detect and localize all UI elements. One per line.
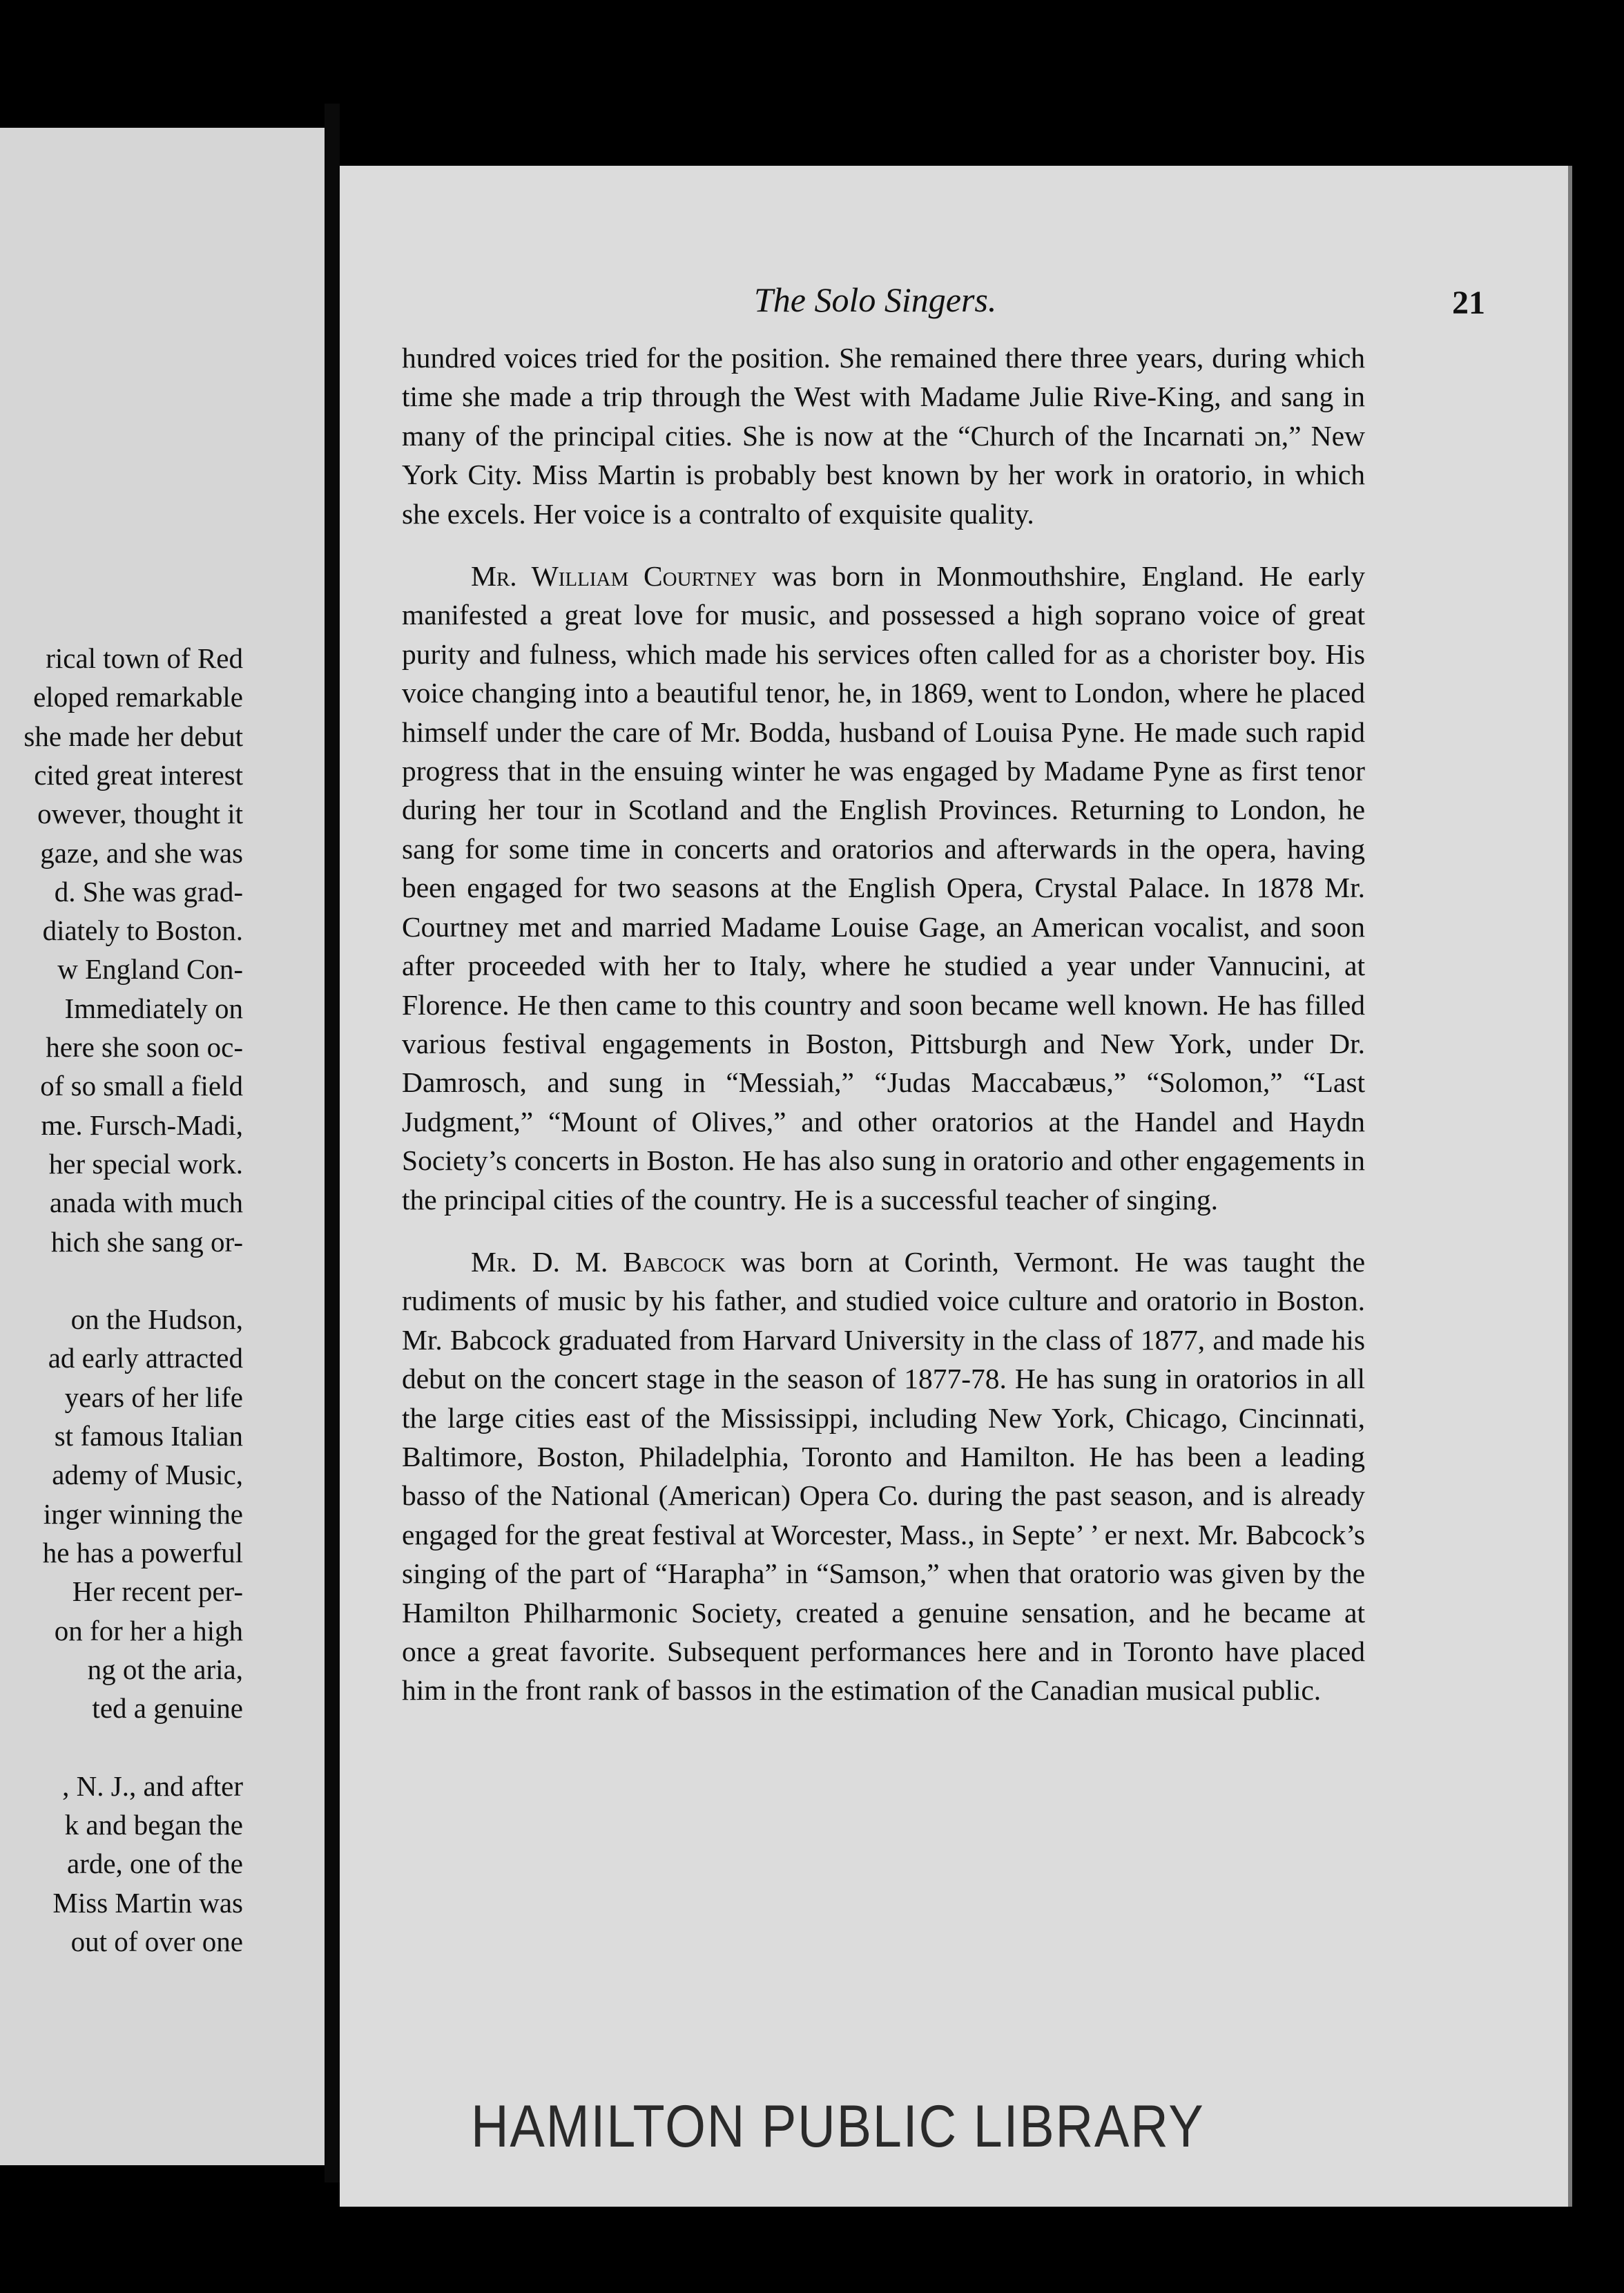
book-gutter bbox=[325, 104, 340, 2182]
left-page-line: , N. J., and after bbox=[62, 1769, 243, 1802]
left-page-line: hich she sang or- bbox=[50, 1225, 243, 1258]
left-page-line: ted a genuine bbox=[92, 1692, 243, 1725]
left-page-line: owever, thought it bbox=[37, 798, 243, 830]
running-title: The Solo Singers. bbox=[754, 280, 997, 319]
left-page-line: Miss Martin was bbox=[52, 1886, 243, 1919]
left-page-line: cited great interest bbox=[34, 758, 243, 791]
page-number: 21 bbox=[1452, 285, 1485, 321]
left-page-line: on for her a high bbox=[54, 1614, 243, 1647]
left-page-line: her special work. bbox=[48, 1147, 243, 1180]
person-name-dm-babcock: Mr. D. M. Babcock bbox=[471, 1245, 726, 1278]
body-text bbox=[402, 338, 1365, 1734]
left-facing-page bbox=[0, 128, 325, 2165]
left-page-line: ad early attracted bbox=[48, 1342, 243, 1374]
left-page-line: eloped remarkable bbox=[33, 681, 243, 713]
library-stamp: HAMILTON PUBLIC LIBRARY bbox=[471, 2093, 1205, 2160]
left-page-line: anada with much bbox=[49, 1187, 243, 1219]
paragraph-body: was born at Corinth, Vermont. He was taught the rudiments of music by his father, and studied voice culture and oratorio in Boston. Mr. Babcock graduated from Harvard University in the class of 1877, and made his debut on the concert stage in the season of 1877-78. He has sung in oratorios in all the large cities east of the Mississippi, including New York, Chicago, Cincinnati, Baltimore, Boston, Philadelphia, Toronto and Hamilton. He has been a leading basso of the National (American) Opera Co. during the past season, and is already engaged for the great festival at Worcester, Mass., in Septe’ ’ er next. Mr. Babcock’s singing of the part of “Harapha” in “Samson,” when that oratorio was given by the Hamilton Philharmonic Society, created a genuine sensation, and he became at once a great favorite. Subsequent performances here and in Toronto have placed him in the front rank of bassos in the estimation of the Canadian musical public. bbox=[402, 1245, 1365, 1707]
left-page-line: w England Con- bbox=[57, 953, 243, 986]
left-page-line: she made her debut bbox=[23, 720, 243, 752]
right-page bbox=[340, 166, 1572, 2207]
left-page-line: d. She was grad- bbox=[54, 875, 243, 908]
left-page-line: diately to Boston. bbox=[42, 914, 243, 947]
left-page-line: out of over one bbox=[70, 1925, 243, 1957]
left-page-line: Immediately on bbox=[64, 992, 243, 1024]
left-page-line: rical town of Red bbox=[46, 642, 243, 674]
left-page-line: st famous Italian bbox=[54, 1420, 243, 1452]
left-page-line: of so small a field bbox=[40, 1070, 243, 1102]
paragraph-dm-babcock bbox=[402, 1243, 1365, 1710]
left-page-line: on the Hudson, bbox=[70, 1303, 243, 1336]
left-page-line: here she soon oc- bbox=[46, 1031, 243, 1063]
left-page-line: k and began the bbox=[64, 1809, 243, 1841]
left-page-line: Her recent per- bbox=[72, 1575, 243, 1608]
paragraph-continuation: hundred voices tried for the position. She remained there three years, during which time she made a trip through the West with Madame Julie Rive-King, and sang in many of the principal cities. She is now at the “Church of the Incarnati ɔn,” New York City. Miss Martin is probably best known by her work in oratorio, in which she excels. Her voice is a contralto of exquisite quality. bbox=[402, 342, 1365, 530]
left-page-line: ng ot the aria, bbox=[87, 1653, 243, 1685]
person-name-william-courtney: Mr. William Courtney bbox=[471, 560, 757, 593]
paragraph-body: was born in Monmouthshire, England. He early manifested a great love for music, and possessed a high soprano voice of great purity and fulness, which made his services often called for as a chorister boy. His voice changing into a beautiful tenor, he, in 1869, went to London, where he placed himself under the care of Mr. Bodda, husband of Louisa Pyne. He made such rapid progress that in the ensuing winter he was engaged by Madame Pyne as first tenor during her tour in Scotland and the English Provinces. Returning to London, he sang for some time in concerts and oratorios and afterwards in the opera, having been engaged for two seasons at the English Opera, Crystal Palace. In 1878 Mr. Courtney met and married Madame Louise Gage, an American vocalist, and soon after proceeded with her to Italy, where he studied a year under Vannucini, at Florence. He then came to this country and soon became well known. He has filled various festival engagements in Boston, Pittsburgh and New York, under Dr. Damrosch, and sung in “Messiah,” “Judas Maccabæus,” “Solomon,” “Last Judgment,” “Mount of Olives,” and other oratorios at the Handel and Haydn Society’s concerts in Boston. He has also sung in oratorio and other engagements in the principal cities of the country. He is a successful teacher of singing. bbox=[402, 560, 1365, 1216]
left-page-line: me. Fursch-Madi, bbox=[41, 1109, 243, 1141]
left-page-line: ademy of Music, bbox=[52, 1459, 243, 1491]
left-page-line: inger winning the bbox=[43, 1497, 243, 1530]
left-page-line: arde, one of the bbox=[67, 1848, 243, 1880]
left-page-line: years of her life bbox=[64, 1381, 243, 1413]
paragraph-william-courtney bbox=[402, 557, 1365, 1219]
left-page-line: he has a powerful bbox=[42, 1536, 243, 1568]
left-page-line: gaze, and she was bbox=[40, 836, 243, 869]
